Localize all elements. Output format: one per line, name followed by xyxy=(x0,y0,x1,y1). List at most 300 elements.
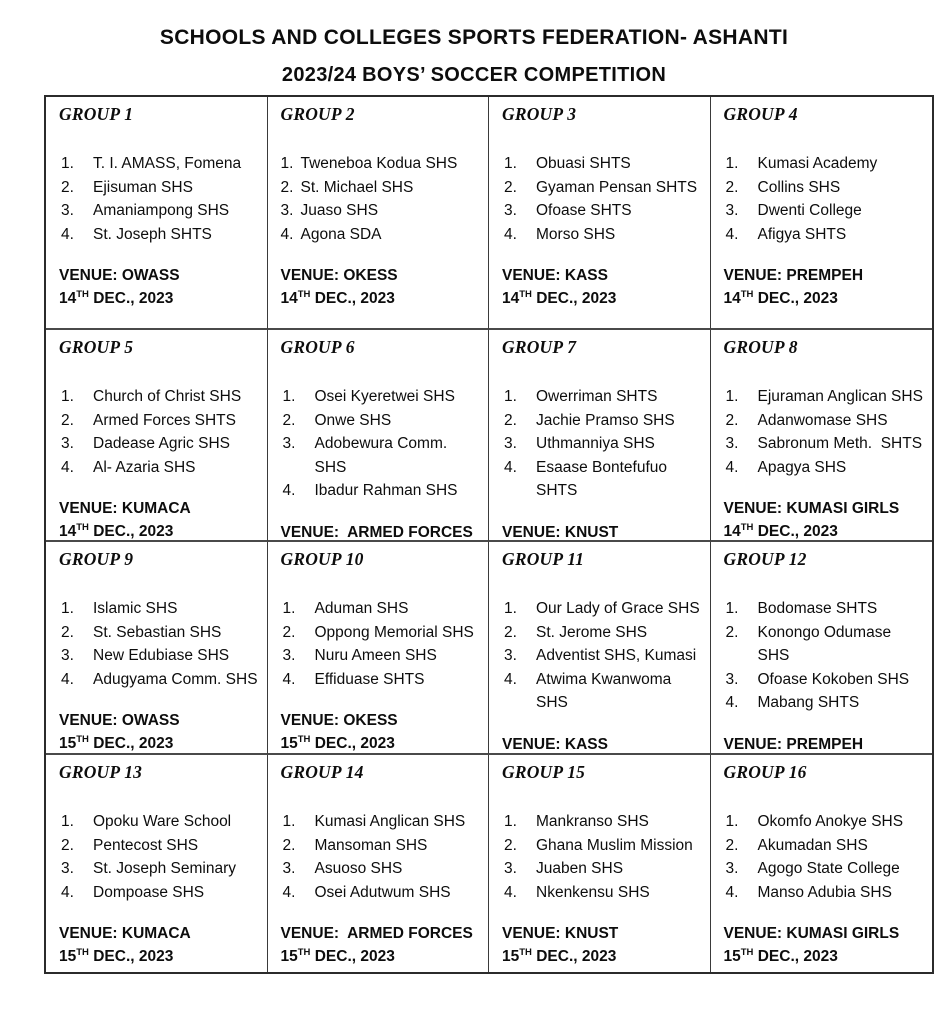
team-list-item xyxy=(59,597,261,621)
team-name: Ofoase SHTS xyxy=(536,202,632,219)
team-number: 1. xyxy=(61,155,74,172)
date-rest: DEC., 2023 xyxy=(531,948,617,966)
team-name: St. Joseph SHTS xyxy=(93,225,212,243)
group-title: GROUP 16 xyxy=(723,762,807,782)
team-number: 2. xyxy=(282,623,296,641)
team-list-item xyxy=(281,644,483,668)
team-name: Uthmanniya SHS xyxy=(536,435,655,452)
team-name: Effiduase SHTS xyxy=(314,670,425,688)
team-list-item xyxy=(281,409,483,433)
team-number: 1. xyxy=(504,600,517,617)
page-subtitle: 2023/24 BOYS’ SOCCER COMPETITION xyxy=(281,64,667,86)
team-name: Ibadur Rahman SHS xyxy=(314,482,458,499)
team-number: 3. xyxy=(61,435,74,452)
team-number: 1. xyxy=(725,813,739,830)
team-list-item xyxy=(59,881,261,905)
date-rest: DEC., 2023 xyxy=(310,290,395,308)
venue-label: VENUE: OKESS xyxy=(280,712,398,729)
team-number: 4. xyxy=(280,225,294,243)
team-list xyxy=(502,597,704,715)
date-rest: DEC., 2023 xyxy=(88,290,174,308)
team-name: Atwima Kwanwoma SHS xyxy=(536,670,676,711)
group-title: GROUP 4 xyxy=(723,104,798,124)
group-cell xyxy=(46,755,268,972)
team-number: 2. xyxy=(61,178,74,196)
team-list-item xyxy=(281,385,483,409)
team-list xyxy=(724,385,927,479)
team-list-item xyxy=(59,668,261,692)
team-number: 2. xyxy=(504,178,517,196)
team-name: Agona SDA xyxy=(300,225,382,243)
team-number: 1. xyxy=(282,600,296,617)
venue-label: VENUE: PREMPEH xyxy=(723,735,864,753)
team-number: 1. xyxy=(504,155,517,172)
team-list-item xyxy=(59,834,261,858)
group-cell xyxy=(489,542,711,755)
venue-label: VENUE: KASS xyxy=(502,735,608,753)
team-list xyxy=(281,597,483,691)
team-name: Esaase Bontefufuo SHTS xyxy=(536,458,672,499)
team-name: Afigya SHTS xyxy=(757,225,847,243)
team-name: Oppong Memorial SHS xyxy=(314,623,474,641)
group-title: GROUP 13 xyxy=(59,762,143,782)
team-list-item xyxy=(281,479,483,503)
team-name: Kumasi Anglican SHS xyxy=(314,813,466,830)
group-title: GROUP 8 xyxy=(723,337,798,357)
date-ordinal: TH xyxy=(76,289,89,300)
team-list-item xyxy=(281,881,483,905)
team-name: New Edubiase SHS xyxy=(93,647,230,664)
team-list-item xyxy=(724,176,927,200)
team-name: St. Jerome SHS xyxy=(536,623,648,641)
date-rest: DEC., 2023 xyxy=(753,948,838,966)
team-list xyxy=(724,597,927,715)
team-list xyxy=(502,810,704,904)
team-name: Tweneboa Kodua SHS xyxy=(300,155,458,172)
date-ordinal: TH xyxy=(740,289,754,300)
team-number: 1. xyxy=(280,155,294,172)
team-list-item xyxy=(724,152,927,176)
team-list-item xyxy=(724,834,927,858)
team-name: Adobewura Comm. SHS xyxy=(314,435,452,476)
date-rest: DEC., 2023 xyxy=(753,290,838,308)
group-cell xyxy=(489,755,711,972)
team-name: Juaben SHS xyxy=(536,860,624,877)
team-list-item xyxy=(59,385,261,409)
team-list-item xyxy=(502,385,704,409)
team-number: 1. xyxy=(282,813,296,830)
team-list xyxy=(502,385,704,503)
match-date xyxy=(502,947,704,966)
page-title: SCHOOLS AND COLLEGES SPORTS FEDERATION- ASHANTI xyxy=(159,26,789,49)
team-number: 4. xyxy=(61,883,74,901)
team-number: 1. xyxy=(725,155,739,172)
team-name: Adanwomase SHS xyxy=(757,411,888,429)
date-day: 14 xyxy=(723,290,741,308)
date-ordinal: TH xyxy=(519,947,532,958)
match-date xyxy=(59,947,261,966)
team-list-item xyxy=(502,432,704,456)
date-ordinal: TH xyxy=(519,289,532,300)
venue-label: VENUE: KUMASI GIRLS xyxy=(723,925,900,942)
team-name: Agogo State College xyxy=(757,860,900,877)
team-number: 3. xyxy=(282,647,296,664)
team-number: 3. xyxy=(725,670,739,688)
venue-label: VENUE: ARMED FORCES xyxy=(280,523,473,541)
group-title: GROUP 1 xyxy=(59,104,134,124)
group-cell xyxy=(46,97,268,330)
team-number: 4. xyxy=(282,670,296,688)
team-name: Opoku Ware School xyxy=(93,813,232,830)
team-number: 2. xyxy=(725,836,739,854)
team-list-item xyxy=(59,432,261,456)
date-day: 15 xyxy=(723,948,741,966)
date-day: 15 xyxy=(59,948,77,966)
team-name: St. Michael SHS xyxy=(300,178,414,196)
match-date xyxy=(59,289,261,308)
team-number: 3. xyxy=(504,202,517,219)
team-number: 4. xyxy=(725,458,739,476)
team-list-item xyxy=(59,223,261,247)
team-name: Mankranso SHS xyxy=(536,813,649,830)
team-number: 2. xyxy=(504,836,517,854)
team-name: Ejuraman Anglican SHS xyxy=(757,388,923,405)
team-number: 4. xyxy=(282,883,296,901)
team-name: Nuru Ameen SHS xyxy=(314,647,437,664)
team-name: Obuasi SHTS xyxy=(536,155,631,172)
team-list-item xyxy=(502,668,704,715)
team-number: 1. xyxy=(61,388,74,405)
date-rest: DEC., 2023 xyxy=(88,948,174,966)
group-cell xyxy=(489,330,711,542)
team-list-item xyxy=(724,385,927,409)
team-list-item xyxy=(502,834,704,858)
team-name: Ofoase Kokoben SHS xyxy=(757,670,910,688)
venue-label: VENUE: KNUST xyxy=(502,523,619,541)
document-header xyxy=(0,0,948,87)
team-list-item xyxy=(59,810,261,834)
group-cell xyxy=(268,542,490,755)
match-date xyxy=(281,947,483,966)
group-title: GROUP 5 xyxy=(59,337,134,357)
team-list-item xyxy=(281,621,483,645)
team-name: Ejisuman SHS xyxy=(93,178,193,196)
team-name: Mansoman SHS xyxy=(314,836,428,854)
team-number: 3. xyxy=(282,435,296,452)
date-day: 15 xyxy=(59,735,77,753)
team-list xyxy=(724,810,927,904)
team-list xyxy=(59,152,261,246)
team-name: T. I. AMASS, Fomena xyxy=(93,155,242,172)
team-list-item xyxy=(502,621,704,645)
team-list xyxy=(59,385,261,479)
group-title: GROUP 11 xyxy=(502,549,585,569)
date-rest: DEC., 2023 xyxy=(88,735,174,753)
team-number: 3. xyxy=(61,860,74,877)
team-number: 2. xyxy=(504,623,517,641)
team-number: 2. xyxy=(61,623,74,641)
team-number: 3. xyxy=(725,435,739,452)
team-name: Osei Adutwum SHS xyxy=(314,883,451,901)
team-name: Dompoase SHS xyxy=(93,883,205,901)
team-list-item xyxy=(724,881,927,905)
team-list-item xyxy=(724,409,927,433)
team-number: 2. xyxy=(504,411,517,429)
group-cell xyxy=(711,755,933,972)
team-list-item xyxy=(59,644,261,668)
team-name: Akumadan SHS xyxy=(757,836,868,854)
team-list-item xyxy=(502,456,704,503)
team-list-item xyxy=(502,223,704,247)
team-number: 2. xyxy=(61,411,74,429)
team-name: Jachie Pramso SHS xyxy=(536,411,675,429)
group-title: GROUP 14 xyxy=(280,762,364,782)
group-cell xyxy=(711,542,933,755)
team-name: Adventist SHS, Kumasi xyxy=(536,647,697,664)
team-name: Morso SHS xyxy=(536,225,616,243)
match-date xyxy=(281,289,483,308)
team-name: Dadease Agric SHS xyxy=(93,435,230,452)
team-number: 2. xyxy=(282,411,296,429)
team-list-item xyxy=(281,834,483,858)
team-name: Collins SHS xyxy=(757,178,841,196)
group-cell xyxy=(46,542,268,755)
date-day: 14 xyxy=(59,290,77,308)
team-number: 4. xyxy=(504,883,517,901)
date-ordinal: TH xyxy=(297,289,311,300)
venue-label: VENUE: OWASS xyxy=(59,267,180,284)
team-list-item xyxy=(502,152,704,176)
team-list-item xyxy=(59,621,261,645)
match-date xyxy=(502,289,704,308)
group-cell xyxy=(268,755,490,972)
date-ordinal: TH xyxy=(740,947,754,958)
team-number: 3. xyxy=(61,202,74,219)
team-list-item xyxy=(724,691,927,715)
team-name: Bodomase SHTS xyxy=(757,600,878,617)
team-name: Aduman SHS xyxy=(314,600,409,617)
group-cell xyxy=(489,97,711,330)
team-name: Konongo Odumase SHS xyxy=(757,623,896,664)
team-list-item xyxy=(724,199,927,223)
group-title: GROUP 10 xyxy=(280,549,364,569)
team-number: 1. xyxy=(61,813,74,830)
team-list-item xyxy=(502,409,704,433)
venue-label: VENUE: KNUST xyxy=(502,925,619,942)
team-list-item xyxy=(59,409,261,433)
date-day: 15 xyxy=(280,735,298,753)
team-number: 4. xyxy=(725,225,739,243)
team-name: Ghana Muslim Mission xyxy=(536,836,693,854)
team-list-item xyxy=(502,644,704,668)
team-name: St. Sebastian SHS xyxy=(93,623,222,641)
team-number: 4. xyxy=(725,694,739,711)
team-list-item xyxy=(724,621,927,668)
venue-label: VENUE: ARMED FORCES xyxy=(280,925,473,942)
team-number: 2. xyxy=(725,623,739,641)
team-number: 4. xyxy=(61,458,74,476)
group-title: GROUP 9 xyxy=(59,549,134,569)
date-day: 15 xyxy=(502,948,520,966)
team-number: 3. xyxy=(725,860,739,877)
team-list-item xyxy=(502,810,704,834)
team-name: Apagya SHS xyxy=(757,458,847,476)
group-title: GROUP 6 xyxy=(280,337,355,357)
team-list-item xyxy=(59,199,261,223)
groups-table xyxy=(44,95,934,974)
venue-label: VENUE: KUMASI GIRLS xyxy=(723,500,900,517)
team-list xyxy=(281,385,483,503)
team-list-item xyxy=(724,597,927,621)
team-number: 4. xyxy=(504,458,517,476)
date-ordinal: TH xyxy=(740,522,754,533)
group-cell xyxy=(46,330,268,542)
venue-label: VENUE: KUMACA xyxy=(59,500,191,517)
team-list xyxy=(502,152,704,246)
date-day: 14 xyxy=(280,290,298,308)
team-number: 1. xyxy=(725,388,739,405)
team-number: 3. xyxy=(504,647,517,664)
team-number: 4. xyxy=(504,670,517,688)
team-list-item xyxy=(281,810,483,834)
team-name: Nkenkensu SHS xyxy=(536,883,650,901)
date-ordinal: TH xyxy=(76,734,89,745)
date-ordinal: TH xyxy=(76,522,89,533)
team-list xyxy=(724,152,927,246)
team-number: 4. xyxy=(282,482,296,499)
group-cell xyxy=(711,97,933,330)
team-number: 1. xyxy=(725,600,739,617)
team-list-item xyxy=(502,199,704,223)
team-number: 2. xyxy=(725,411,739,429)
team-number: 1. xyxy=(282,388,296,405)
team-list xyxy=(59,597,261,691)
team-name: Asuoso SHS xyxy=(314,860,403,877)
team-list-item xyxy=(724,810,927,834)
match-date xyxy=(59,522,261,541)
team-list xyxy=(281,810,483,904)
date-rest: DEC., 2023 xyxy=(531,290,617,308)
team-list-item xyxy=(724,432,927,456)
team-number: 1. xyxy=(504,388,517,405)
team-list-item xyxy=(502,857,704,881)
team-number: 1. xyxy=(504,813,517,830)
team-list-item xyxy=(724,668,927,692)
date-rest: DEC., 2023 xyxy=(310,735,395,753)
group-title: GROUP 12 xyxy=(723,549,807,569)
team-list-item xyxy=(281,857,483,881)
date-day: 14 xyxy=(502,290,520,308)
venue-label: VENUE: KASS xyxy=(502,267,608,284)
team-list xyxy=(281,152,483,246)
team-name: St. Joseph Seminary xyxy=(93,860,237,877)
team-list-item xyxy=(502,597,704,621)
team-name: Our Lady of Grace SHS xyxy=(536,600,700,617)
group-title: GROUP 7 xyxy=(502,337,577,357)
team-number: 4. xyxy=(725,883,739,901)
match-date xyxy=(59,734,261,753)
team-list xyxy=(59,810,261,904)
date-day: 14 xyxy=(723,523,741,541)
date-ordinal: TH xyxy=(297,947,311,958)
team-name: Dwenti College xyxy=(757,202,862,219)
team-list-item xyxy=(502,176,704,200)
team-list-item xyxy=(724,857,927,881)
team-number: 3. xyxy=(282,860,296,877)
date-rest: DEC., 2023 xyxy=(753,523,838,541)
date-day: 14 xyxy=(59,523,77,541)
venue-label: VENUE: KUMACA xyxy=(59,925,191,942)
team-number: 4. xyxy=(61,670,74,688)
team-list-item xyxy=(59,456,261,480)
team-number: 3. xyxy=(725,202,739,219)
venue-label: VENUE: OWASS xyxy=(59,712,180,729)
team-name: Mabang SHTS xyxy=(757,694,860,711)
venue-label: VENUE: OKESS xyxy=(280,267,398,284)
team-list-item xyxy=(59,857,261,881)
team-list-item xyxy=(59,152,261,176)
team-name: Pentecost SHS xyxy=(93,836,199,854)
team-list-item xyxy=(59,176,261,200)
team-number: 2. xyxy=(282,836,296,854)
team-number: 3. xyxy=(61,647,74,664)
team-number: 3. xyxy=(504,860,517,877)
team-list-item xyxy=(281,432,483,479)
group-cell xyxy=(711,330,933,542)
match-date xyxy=(281,734,483,753)
team-name: Juaso SHS xyxy=(300,202,379,219)
team-name: Adugyama Comm. SHS xyxy=(93,670,258,688)
team-number: 4. xyxy=(61,225,74,243)
team-name: Okomfo Anokye SHS xyxy=(757,813,904,830)
team-name: Gyaman Pensan SHTS xyxy=(536,178,698,196)
team-list-item xyxy=(281,176,483,200)
team-list-item xyxy=(502,881,704,905)
team-number: 2. xyxy=(725,178,739,196)
team-name: Owerriman SHTS xyxy=(536,388,658,405)
date-rest: DEC., 2023 xyxy=(88,523,174,541)
team-name: Osei Kyeretwei SHS xyxy=(314,388,455,405)
team-name: Islamic SHS xyxy=(93,600,178,617)
match-date xyxy=(724,289,927,308)
team-number: 2. xyxy=(280,178,294,196)
team-name: Al- Azaria SHS xyxy=(93,458,196,476)
team-name: Onwe SHS xyxy=(314,411,392,429)
date-rest: DEC., 2023 xyxy=(310,948,395,966)
team-list-item xyxy=(281,199,483,223)
date-day: 15 xyxy=(280,948,298,966)
team-name: Armed Forces SHTS xyxy=(93,411,236,429)
venue-label: VENUE: PREMPEH xyxy=(723,267,864,284)
group-cell xyxy=(268,330,490,542)
team-list-item xyxy=(281,597,483,621)
group-title: GROUP 2 xyxy=(280,104,355,124)
team-name: Sabronum Meth. SHTS xyxy=(757,435,923,452)
team-name: Amaniampong SHS xyxy=(93,202,230,219)
team-list-item xyxy=(724,223,927,247)
team-number: 3. xyxy=(504,435,517,452)
team-name: Kumasi Academy xyxy=(757,155,878,172)
group-title: GROUP 3 xyxy=(502,104,577,124)
team-list-item xyxy=(281,152,483,176)
group-title: GROUP 15 xyxy=(502,762,586,782)
group-cell xyxy=(268,97,490,330)
team-number: 1. xyxy=(61,600,74,617)
match-date xyxy=(724,947,927,966)
team-list-item xyxy=(281,668,483,692)
team-list-item xyxy=(281,223,483,247)
team-list-item xyxy=(724,456,927,480)
